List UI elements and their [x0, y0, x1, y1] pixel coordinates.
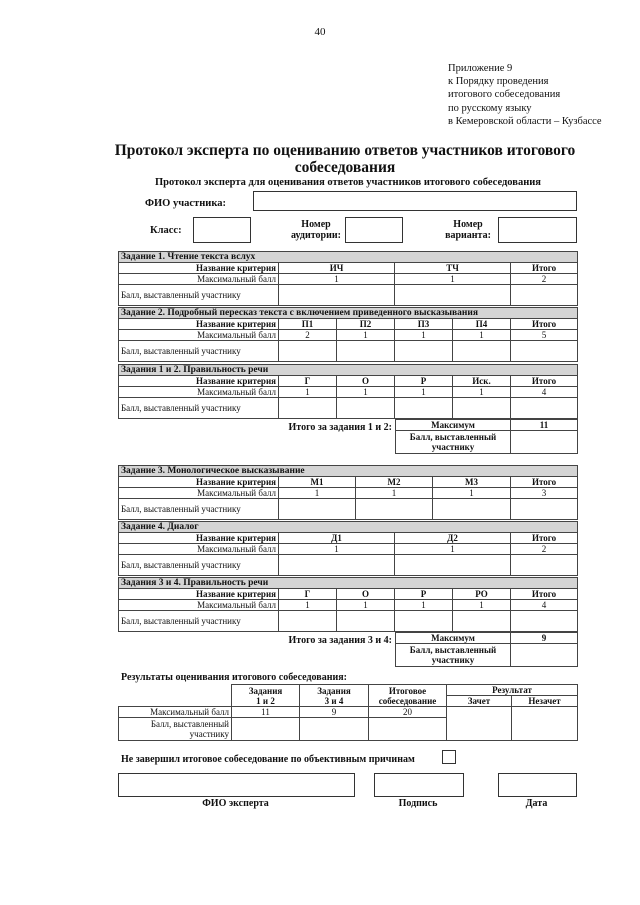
- task3-table: [118, 465, 578, 520]
- max-value: 9: [300, 707, 369, 718]
- score-cell[interactable]: [395, 341, 453, 362]
- criterion-name-label: Название критерия: [119, 589, 279, 600]
- task4-title: Задание 4. Диалог: [119, 522, 578, 533]
- expert-name-field[interactable]: [118, 773, 355, 797]
- criterion: П4: [453, 319, 511, 330]
- criterion: ИЧ: [279, 263, 395, 274]
- maximum-label: Максимум: [396, 633, 511, 644]
- maximum-label: Максимум: [396, 420, 511, 431]
- score-cell[interactable]: [433, 499, 511, 520]
- pass-cell[interactable]: [447, 707, 512, 741]
- awarded-line: участнику: [189, 729, 229, 739]
- max-score-label: Максимальный балл: [119, 330, 279, 341]
- sum12-label: Итого за задания 1 и 2:: [288, 422, 392, 433]
- results-col-b: [300, 685, 369, 707]
- col-b-line: Задания: [317, 685, 351, 696]
- score-cell[interactable]: [279, 285, 395, 306]
- max-total: 4: [511, 600, 578, 611]
- max-score-label: Максимальный балл: [119, 274, 279, 285]
- criterion: ТЧ: [395, 263, 511, 274]
- max-score-label: Максимальный балл: [119, 488, 279, 499]
- max-value: 1: [356, 488, 433, 499]
- max-value: 2: [279, 330, 337, 341]
- score-cell[interactable]: [395, 398, 453, 419]
- sum12-score-cell[interactable]: [511, 431, 578, 454]
- max-value: 1: [453, 600, 511, 611]
- score-cell[interactable]: [337, 611, 395, 632]
- signature-field[interactable]: [374, 773, 464, 797]
- room-field[interactable]: [345, 217, 403, 243]
- room-label: [288, 219, 344, 241]
- sum34-score-cell[interactable]: [511, 644, 578, 667]
- max-value: 1: [395, 387, 453, 398]
- max-score-label: Максимальный балл: [119, 387, 279, 398]
- max-total: 5: [511, 330, 578, 341]
- score-cell[interactable]: [279, 555, 395, 576]
- max-value: 1: [279, 544, 395, 555]
- max-value: 1: [279, 387, 337, 398]
- task2-title: Задание 2. Подробный пересказ текста с включением приведенного высказывания: [119, 308, 578, 319]
- sum12-max: 11: [511, 420, 578, 431]
- criterion-name-label: Название критерия: [119, 319, 279, 330]
- appendix-note: [448, 62, 602, 128]
- form-subtitle: Протокол эксперта для оценивания ответов участников итогового собеседования: [155, 177, 541, 188]
- fio-label: ФИО участника:: [145, 198, 226, 209]
- result-header: Результат: [447, 685, 578, 696]
- score-cell[interactable]: [279, 499, 356, 520]
- awarded-label: Балл, выставленный участнику: [119, 555, 279, 576]
- max-total: 4: [511, 387, 578, 398]
- score-cell[interactable]: [279, 341, 337, 362]
- sum12-table: [395, 419, 578, 454]
- awarded-line: Балл, выставленный: [150, 719, 229, 729]
- max-value: 20: [369, 707, 447, 718]
- score-cell[interactable]: [453, 611, 511, 632]
- task12-table: [118, 364, 578, 419]
- score-cell[interactable]: [337, 341, 395, 362]
- variant-label-line: Номер: [453, 219, 483, 230]
- score-cell[interactable]: [337, 398, 395, 419]
- total-label: Итого: [511, 533, 578, 544]
- max-value: 1: [337, 387, 395, 398]
- awarded-label: Балл, выставленный участнику: [119, 285, 279, 306]
- appendix-line: к Порядку проведения: [448, 76, 549, 88]
- score-cell[interactable]: [300, 718, 369, 741]
- col-a-line: 1 и 2: [256, 695, 275, 706]
- results-col-a: [232, 685, 300, 707]
- task1-table: [118, 251, 578, 306]
- task1-title: Задание 1. Чтение текста вслух: [119, 252, 578, 263]
- score-cell[interactable]: [511, 555, 578, 576]
- expert-name-label: ФИО эксперта: [202, 798, 269, 809]
- room-label-line: аудитории:: [291, 230, 341, 241]
- max-value: 1: [395, 544, 511, 555]
- page-title: Протокол эксперта по оцениванию ответов участников итогового собеседования: [114, 142, 576, 176]
- criterion: Р: [395, 376, 453, 387]
- awarded-line: участнику: [431, 442, 475, 452]
- score-cell[interactable]: [511, 499, 578, 520]
- awarded-line: Балл, выставленный: [409, 432, 497, 442]
- total-label: Итого: [511, 477, 578, 488]
- results-title: Результаты оценивания итогового собеседования:: [121, 672, 347, 683]
- criterion: О: [337, 376, 395, 387]
- criterion: М3: [433, 477, 511, 488]
- max-score-label: Максимальный балл: [119, 600, 279, 611]
- date-field[interactable]: [498, 773, 577, 797]
- score-cell[interactable]: [279, 398, 337, 419]
- score-cell[interactable]: [511, 341, 578, 362]
- not-finished-checkbox[interactable]: [442, 750, 456, 764]
- task12-title: Задания 1 и 2. Правильность речи: [119, 365, 578, 376]
- class-field[interactable]: [193, 217, 251, 243]
- awarded-label: Балл, выставленный участнику: [119, 341, 279, 362]
- criterion-name-label: Название критерия: [119, 376, 279, 387]
- results-corner: [119, 685, 232, 707]
- criterion: Д1: [279, 533, 395, 544]
- col-c-line: собеседование: [378, 695, 437, 706]
- awarded-line: Балл, выставленный: [409, 645, 497, 655]
- max-value: 1: [337, 330, 395, 341]
- max-value: 1: [395, 274, 511, 285]
- sum34-table: [395, 632, 578, 667]
- fio-field[interactable]: [253, 191, 577, 211]
- variant-label-line: варианта:: [445, 230, 491, 241]
- max-value: 1: [433, 488, 511, 499]
- sum34-label: Итого за задания 3 и 4:: [288, 635, 392, 646]
- criterion: П1: [279, 319, 337, 330]
- results-awarded-label: [119, 718, 232, 741]
- score-cell[interactable]: [511, 611, 578, 632]
- max-total: 2: [511, 274, 578, 285]
- signature-label: Подпись: [398, 798, 438, 809]
- total-label: Итого: [511, 263, 578, 274]
- score-cell[interactable]: [395, 611, 453, 632]
- page-number: 40: [314, 26, 326, 38]
- room-label-line: Номер: [301, 219, 331, 230]
- max-score-label: Максимальный балл: [119, 544, 279, 555]
- criterion-name-label: Название критерия: [119, 533, 279, 544]
- score-cell[interactable]: [453, 398, 511, 419]
- criterion: Г: [279, 589, 337, 600]
- criterion: П3: [395, 319, 453, 330]
- col-b-line: 3 и 4: [324, 695, 344, 706]
- score-cell[interactable]: [395, 555, 511, 576]
- awarded-short-label: [396, 644, 511, 667]
- max-value: 1: [279, 274, 395, 285]
- max-value: 1: [279, 488, 356, 499]
- appendix-line: по русскому языку: [448, 102, 532, 114]
- criterion: О: [337, 589, 395, 600]
- criterion: РО: [453, 589, 511, 600]
- total-label: Итого: [511, 319, 578, 330]
- total-label: Итого: [511, 589, 578, 600]
- awarded-label: Балл, выставленный участнику: [119, 499, 279, 520]
- task2-table: [118, 307, 578, 362]
- awarded-label: Балл, выставленный участнику: [119, 398, 279, 419]
- results-col-c: [369, 685, 447, 707]
- task4-table: [118, 521, 578, 576]
- max-value: 1: [337, 600, 395, 611]
- criterion-name-label: Название критерия: [119, 477, 279, 488]
- score-cell[interactable]: [453, 341, 511, 362]
- awarded-short-label: [396, 431, 511, 454]
- max-value: 1: [453, 330, 511, 341]
- score-cell[interactable]: [511, 285, 578, 306]
- max-value: 1: [395, 600, 453, 611]
- class-label: Класс:: [150, 225, 182, 236]
- criterion: Р: [395, 589, 453, 600]
- task34-title: Задания 3 и 4. Правильность речи: [119, 578, 578, 589]
- variant-label: [440, 219, 496, 241]
- task34-table: [118, 577, 578, 632]
- not-finished-label: Не завершил итоговое собеседование по объективным причинам: [121, 754, 415, 765]
- max-total: 2: [511, 544, 578, 555]
- awarded-label: Балл, выставленный участнику: [119, 611, 279, 632]
- task3-title: Задание 3. Монологическое высказывание: [119, 466, 578, 477]
- score-cell[interactable]: [369, 718, 447, 741]
- max-value: 1: [453, 387, 511, 398]
- pass-header: Зачет: [447, 696, 512, 707]
- appendix-line: в Кемеровской области – Кузбассе: [448, 115, 602, 127]
- total-label: Итого: [511, 376, 578, 387]
- score-cell[interactable]: [395, 285, 511, 306]
- score-cell[interactable]: [511, 398, 578, 419]
- fail-cell[interactable]: [512, 707, 578, 741]
- col-c-line: Итоговое: [388, 685, 427, 696]
- col-a-line: Задания: [248, 685, 283, 696]
- criterion: Г: [279, 376, 337, 387]
- score-cell[interactable]: [279, 611, 337, 632]
- score-cell[interactable]: [356, 499, 433, 520]
- variant-field[interactable]: [498, 217, 577, 243]
- criterion: Иск.: [453, 376, 511, 387]
- criterion-name-label: Название критерия: [119, 263, 279, 274]
- appendix-line: итогового собеседования: [448, 89, 561, 101]
- criterion: П2: [337, 319, 395, 330]
- appendix-line: Приложение 9: [448, 63, 513, 74]
- max-total: 3: [511, 488, 578, 499]
- criterion: М1: [279, 477, 356, 488]
- max-value: 11: [232, 707, 300, 718]
- criterion: М2: [356, 477, 433, 488]
- results-table: [118, 684, 578, 741]
- max-value: 1: [395, 330, 453, 341]
- awarded-line: участнику: [431, 655, 475, 665]
- sum34-max: 9: [511, 633, 578, 644]
- max-score-label: Максимальный балл: [119, 707, 232, 718]
- score-cell[interactable]: [232, 718, 300, 741]
- fail-header: Незачет: [512, 696, 578, 707]
- criterion: Д2: [395, 533, 511, 544]
- date-label: Дата: [525, 798, 548, 809]
- max-value: 1: [279, 600, 337, 611]
